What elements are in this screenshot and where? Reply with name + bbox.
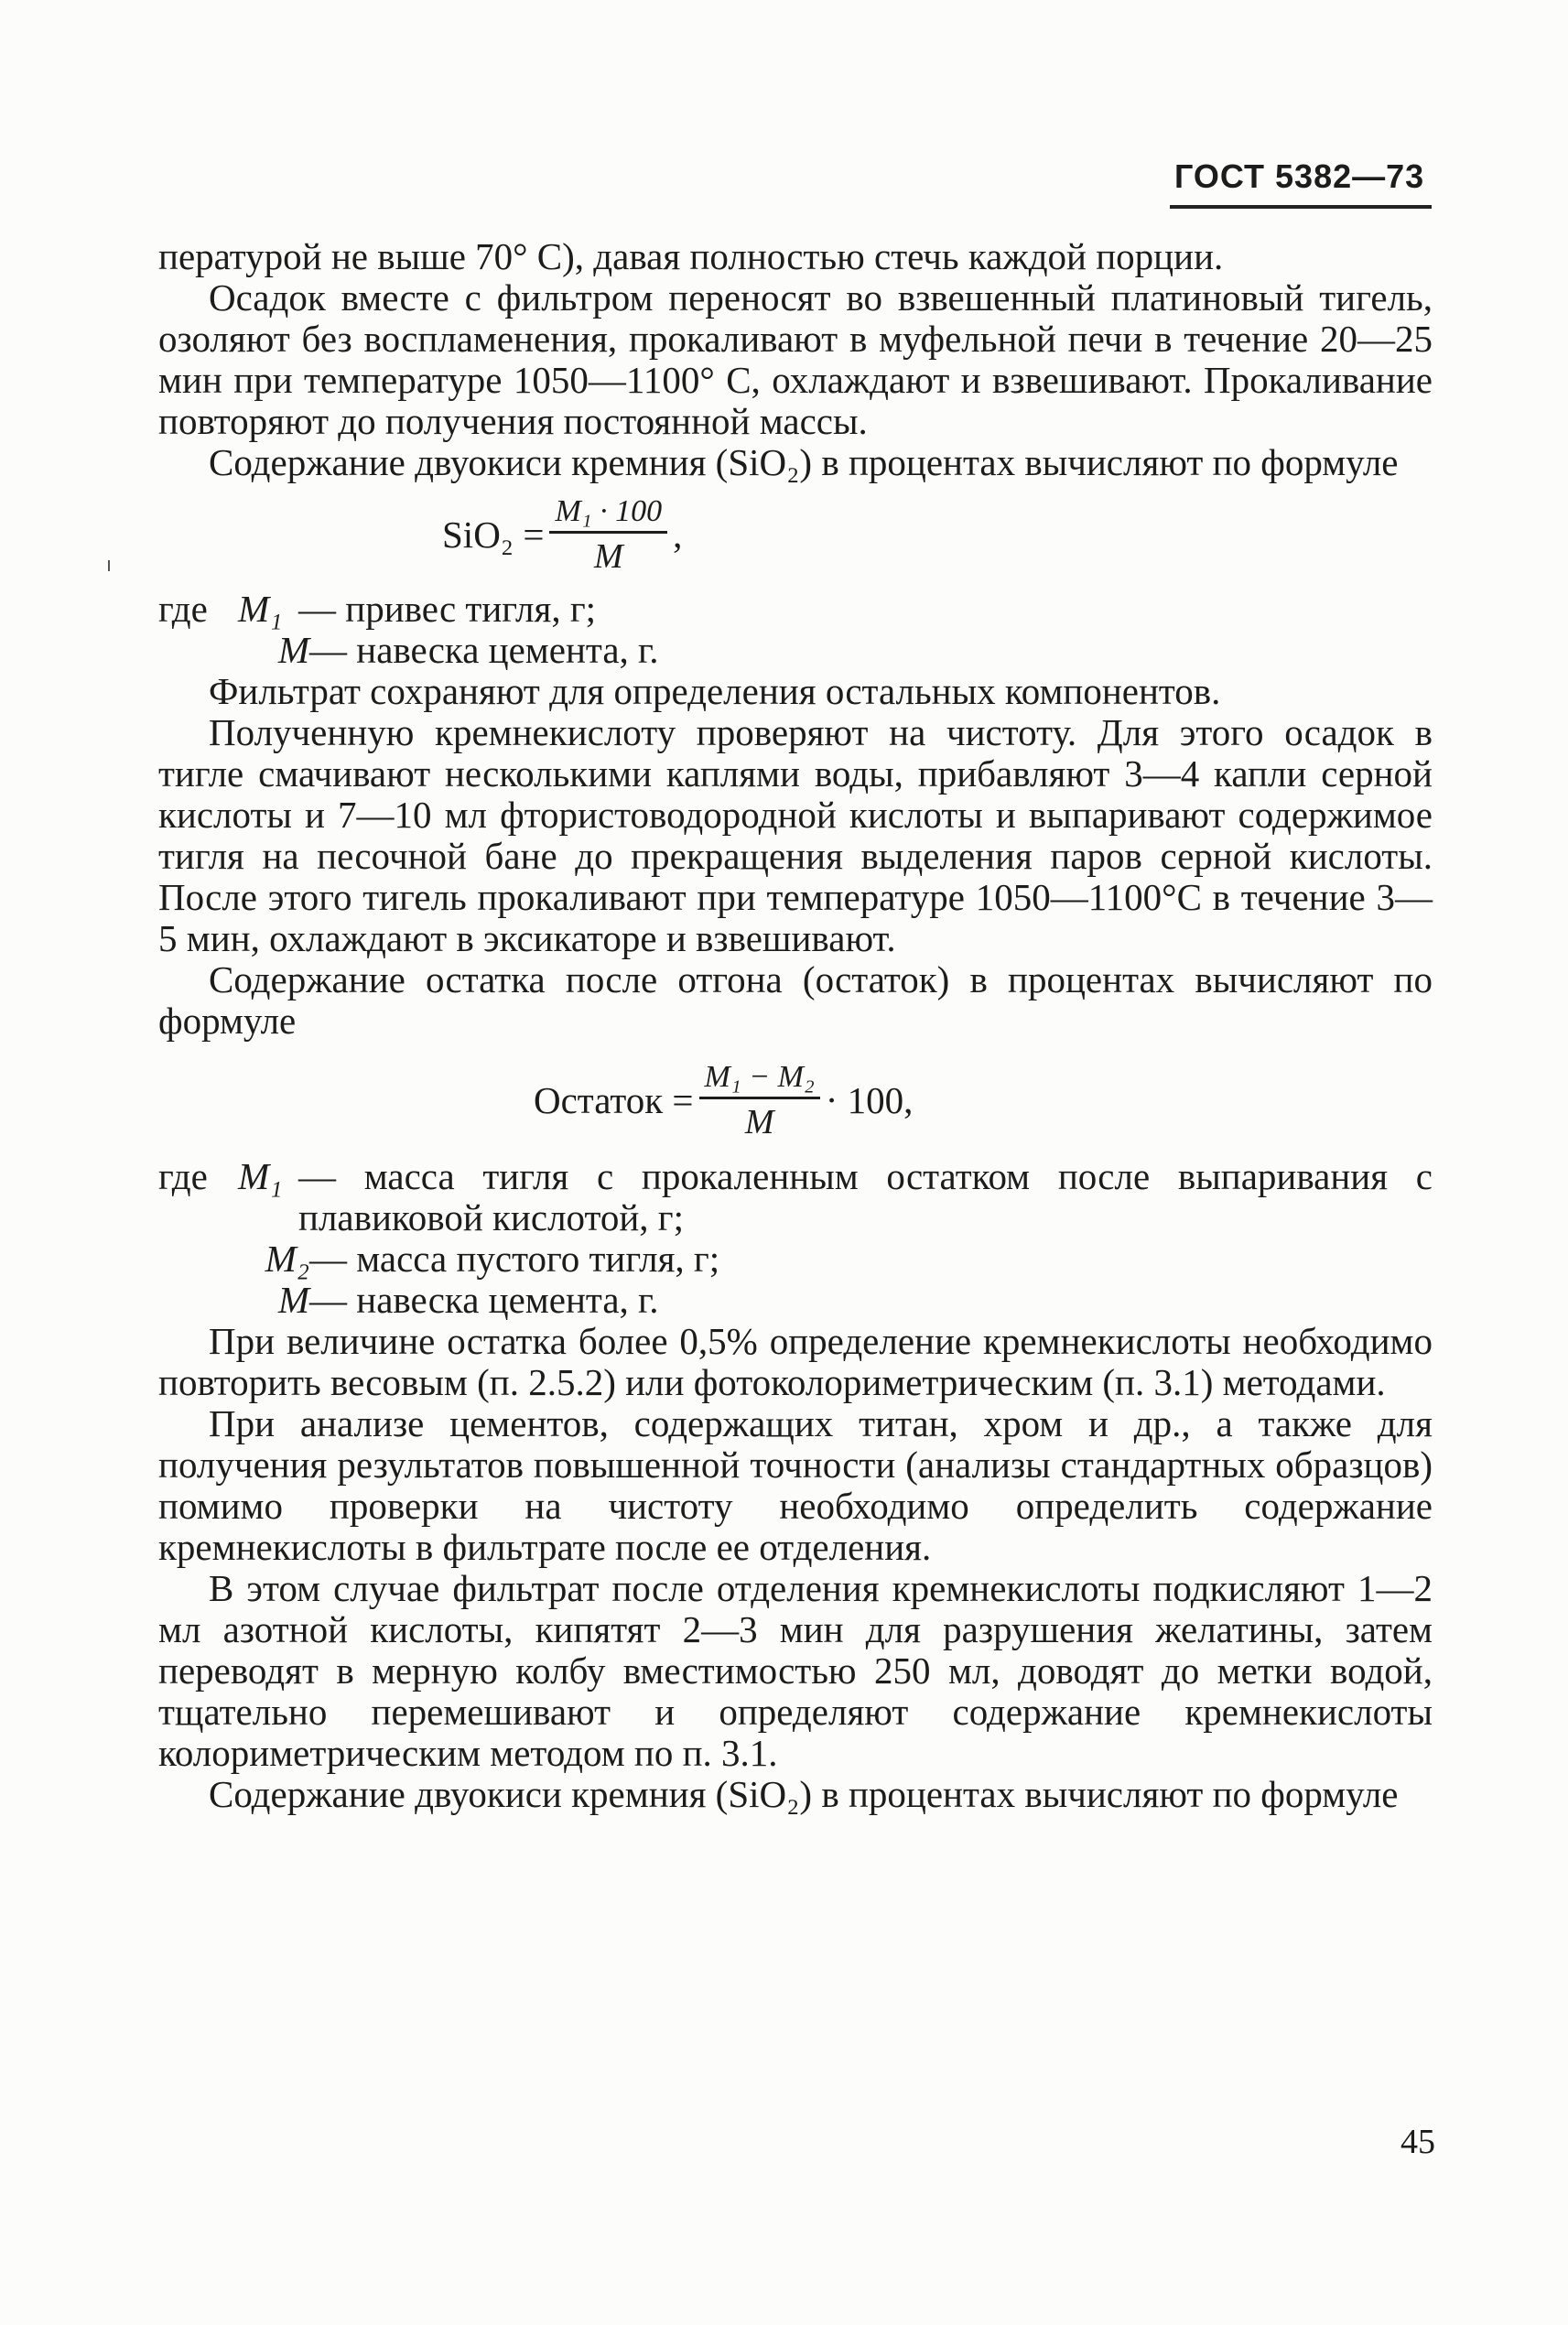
where-list-1 [158,589,1433,671]
where-item [158,589,1433,630]
page-body [158,236,1433,1815]
formula-residue [534,1062,1433,1140]
paragraph-sio2-intro: Содержание двуокиси кремния (SiO₂) в процентах вычисляют по формуле [209,441,1399,483]
formula-sio2-numerator: M₁ · 100 [549,496,667,534]
formula-residue-trail: · 100, [825,1079,914,1121]
where-symbol: M [277,629,309,671]
paragraph-purity-check: Полученную кремнекислоту проверяют на чистоту. Для этого осадок в тигле смачивают несколькими каплями воды, прибавляют 3—4 капли серной кислоты и 7—10 мл фтористоводородной кислоты и выпаривают содержимое тигля на песочной бане до прекращения выделения паров серной кислоты. После этого тигель прокаливают при температуре 1050—1100°С в течение 3—5 мин, охлаждают в эксикаторе и взвешивают. [158,711,1433,959]
paragraph-filtrate: Фильтрат сохраняют для определения остальных компонентов. [209,670,1221,712]
where-item [158,1280,1433,1321]
where-item [158,630,1433,671]
where-text: — масса тигля с прокаленным остатком после выпаривания с плавиковой кислотой, г; [298,1155,1433,1238]
formula-sio2-lhs: SiO₂ = [442,514,545,556]
paragraph-colorimetric: В этом случае фильтрат после отделения кремнекислоты подкисляют 1—2 мл азотной кислоты, кипятят 2—3 мин для разрушения желатины, затем переводят в мерную колбу вместимостью 250 мл, доводят до метки водой, тщательно перемешивают и определяют содержание кремнекислоты колориметрическим методом по п. 3.1. [158,1567,1433,1774]
where-lead: где [158,1155,208,1197]
formula-sio2 [442,496,1433,574]
where-list-2 [158,1156,1433,1321]
where-text: — навеска цемента, г. [309,1279,659,1321]
where-symbol: M₁ [238,588,283,630]
paragraph-continuation: пературой не выше 70° С), давая полностью стечь каждой порции. [158,235,1224,277]
where-text: — масса пустого тигля, г; [309,1238,720,1280]
formula-residue-numerator: M₁ − M₂ [699,1062,820,1099]
formula-sio2-denominator: M [593,537,623,576]
where-lead: где [158,588,208,630]
margin-mark [108,560,110,571]
formula-residue-lhs: Остаток = [534,1079,694,1121]
document-header: ГОСТ 5382—73 [1174,157,1425,195]
page-number: 45 [1400,2123,1435,2161]
formula-residue-fraction [699,1062,820,1140]
paragraph-calcination: Осадок вместе с фильтром переносят во взвешенный платиновый тигель, озоляют без воспламенения, прокаливают в муфельной печи в течение 20—25 мин при температуре 1050—1100° С, охлаждают и взвешивают. Прокаливание повторяют до получения постоянной массы. [158,276,1433,442]
where-item [158,1156,1433,1238]
where-symbol: M₂ [265,1238,309,1280]
formula-sio2-fraction [549,496,667,574]
paragraph-residue-intro: Содержание остатка после отгона (остаток) в процентах вычисляют по формуле [158,958,1433,1042]
formula-sio2-trail: , [673,514,683,556]
paragraph-residue-threshold: При величине остатка более 0,5% определение кремнекислоты необходимо повторить весовым (п. 2.5.2) или фотоколориметрическим (п. 3.1) методами. [158,1320,1433,1403]
where-text: — привес тигля, г; [298,588,597,630]
where-item [158,1238,1433,1280]
paragraph-high-precision: При анализе цементов, содержащих титан, хром и др., а также для получения результатов повышенной точности (анализы стандартных образцов) помимо проверки на чистоту необходимо определить содержание кремнекислоты в фильтрате после ее отделения. [158,1402,1433,1568]
where-text: — навеска цемента, г. [309,629,659,671]
where-symbol: M [277,1279,309,1321]
formula-residue-denominator: M [744,1103,774,1141]
paragraph-sio2-formula-intro: Содержание двуокиси кремния (SiO₂) в процентах вычисляют по формуле [209,1773,1399,1815]
header-rule [1170,205,1432,209]
where-symbol: M₁ [238,1155,283,1197]
